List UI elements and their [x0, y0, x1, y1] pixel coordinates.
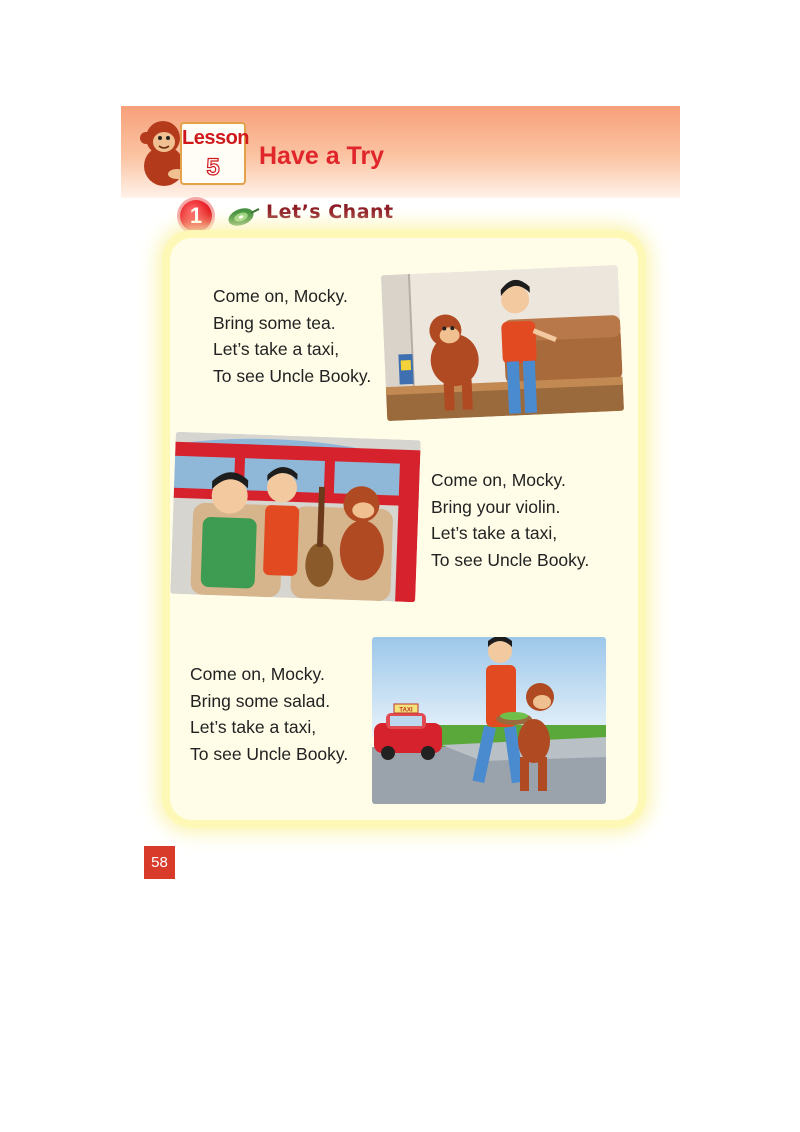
verse-line: To see Uncle Booky. [213, 365, 372, 386]
verse-line: Bring your violin. [431, 496, 561, 517]
verse-line: Come on, Mocky. [431, 470, 566, 490]
page-number: 58 [144, 846, 175, 879]
street-taxi-illustration [372, 637, 606, 804]
verse-line: Let’s take a taxi, [431, 523, 558, 543]
verse-line: Come on, Mocky. [213, 286, 348, 306]
verse-line: Bring some salad. [190, 690, 331, 711]
verse-line: Bring some tea. [213, 312, 336, 333]
taxi-interior-illustration [170, 432, 421, 602]
verse-line: To see Uncle Booky. [190, 743, 349, 764]
verse-line: To see Uncle Booky. [431, 549, 590, 570]
verse-3 [190, 661, 348, 767]
living-room-illustration [381, 265, 624, 421]
lesson-number: 5 [206, 154, 220, 181]
verse-line: Let’s take a taxi, [190, 717, 317, 737]
verse-1 [213, 283, 371, 389]
verse-2 [431, 467, 589, 573]
lesson-label: Lesson [182, 127, 250, 149]
verse-line: Come on, Mocky. [190, 664, 325, 684]
lesson-badge [180, 122, 250, 185]
cd-icon[interactable] [225, 204, 261, 228]
lesson-title: Have a Try [259, 142, 385, 170]
verse-line: Let’s take a taxi, [213, 339, 340, 359]
section-title: Let’s Chant [266, 201, 394, 223]
section-number-badge: 1 [180, 200, 212, 232]
taxi-sign-text: TAXI [399, 707, 413, 714]
